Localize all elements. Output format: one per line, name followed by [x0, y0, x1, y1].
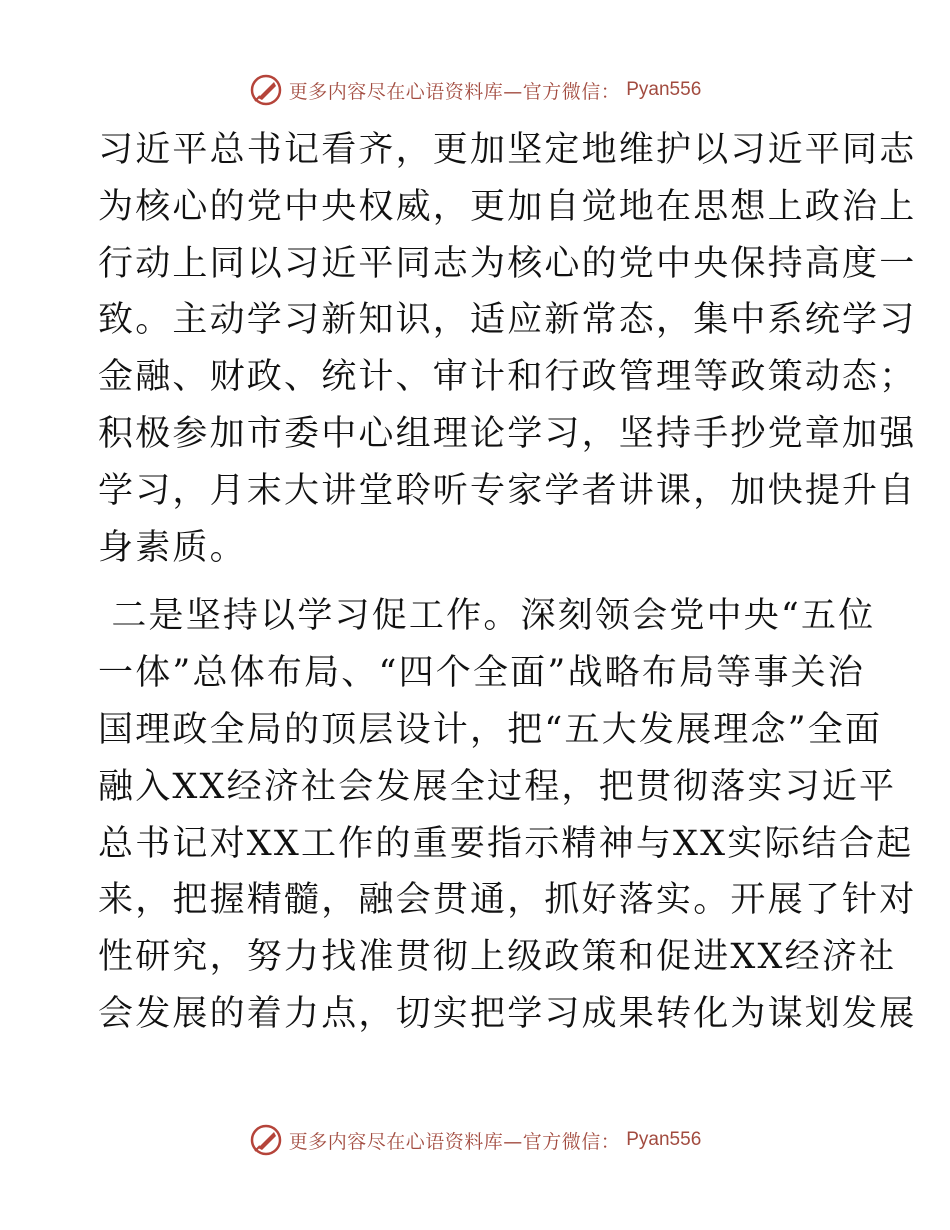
red-quill-logo-icon	[249, 1123, 283, 1157]
text-line: 金融、财政、统计、审计和行政管理等政策动态；	[98, 357, 917, 398]
text-line: 身素质。	[98, 527, 247, 568]
text-line: 融入XX经济社会发展全过程，把贯彻落实习近平	[98, 766, 897, 807]
paragraph-2	[98, 588, 917, 1042]
footer-watermark	[0, 1120, 950, 1160]
text-line: 会发展的着力点，切实把学习成果转化为谋划发展	[98, 993, 917, 1034]
text-line: 学习，月末大讲堂聆听专家学者讲课，加快提升自	[98, 470, 917, 511]
watermark-text: 更多内容尽在心语资料库—官方微信：	[288, 1130, 621, 1153]
text-line: 行动上同以习近平同志为核心的党中央保持高度一	[98, 243, 917, 284]
text-line: 二是坚持以学习促工作。深刻领会党中央“五位	[98, 596, 876, 637]
text-line: 习近平总书记看齐，更加坚定地维护以习近平同志	[98, 130, 917, 170]
header-watermark	[0, 70, 950, 110]
text-line: 国理政全局的顶层设计，把“五大发展理念”全面	[98, 709, 883, 750]
red-quill-logo-icon	[249, 73, 283, 107]
text-line: 来，把握精髓，融会贯通，抓好落实。开展了针对	[98, 880, 917, 921]
text-line: 总书记对XX工作的重要指示精神与XX实际结合起	[98, 823, 914, 864]
watermark-text: 更多内容尽在心语资料库—官方微信：	[288, 80, 621, 103]
watermark-wechat-handle: Pyan556	[626, 1129, 702, 1150]
text-line: 积极参加市委中心组理论学习，坚持手抄党章加强	[98, 413, 917, 454]
watermark-wechat-handle: Pyan556	[626, 79, 702, 100]
text-line: 致。主动学习新知识，适应新常态，集中系统学习	[98, 300, 917, 341]
text-line: 为核心的党中央权威，更加自觉地在思想上政治上	[98, 186, 917, 227]
paragraph-1	[98, 122, 917, 576]
document-body	[98, 122, 917, 1043]
text-line: 一体”总体布局、“四个全面”战略布局等事关治	[98, 653, 866, 694]
text-line: 性研究，努力找准贯彻上级政策和促进XX经济社	[98, 937, 897, 978]
